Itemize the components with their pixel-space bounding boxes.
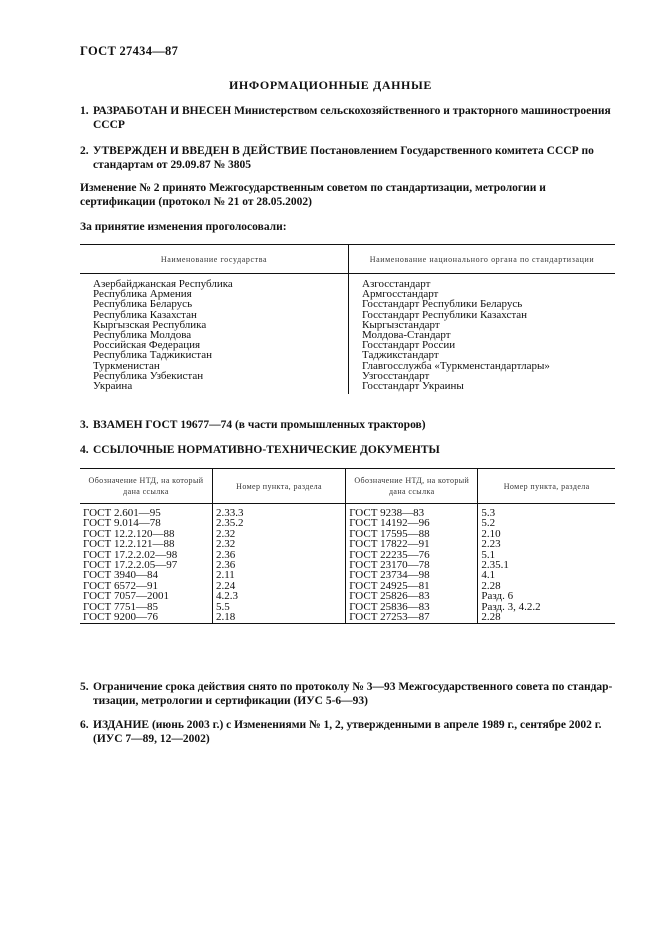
item-6-number: 6.: [80, 719, 89, 731]
ref-doc-cell: ГОСТ 25836—83: [346, 602, 478, 612]
ref-clause-cell: 4.1: [478, 570, 615, 580]
item-2: [80, 144, 615, 172]
document-id: ГОСТ 27434—87: [80, 44, 179, 58]
state-name-cell: Республика Таджикистан: [80, 350, 349, 360]
ref-doc-cell: ГОСТ 7751—85: [83, 600, 158, 613]
ref-doc-cell: ГОСТ 17.2.2.02—98: [83, 548, 178, 561]
ref-doc-cell: ГОСТ 17822—91: [346, 539, 478, 549]
item-1-number: 1.: [80, 105, 89, 117]
item-1-text: РАЗРАБОТАН И ВНЕСЕН Министерством сельскохозяйственного и тракторного машиностроения СССР: [93, 105, 611, 131]
ref-clause-cell: 2.18: [212, 612, 345, 624]
ref-clause-cell: 5.1: [478, 550, 615, 560]
state-name-cell: Республика Армения: [80, 289, 349, 299]
ref-doc-cell: ГОСТ 6572—91: [83, 579, 158, 592]
table-row: [80, 371, 615, 381]
item-6: [80, 718, 615, 746]
states-header-state: Наименование государства: [80, 245, 349, 274]
states-header-body: Наименование национального органа по стандартизации: [349, 245, 616, 274]
ref-clause-cell: 2.33.3: [212, 504, 345, 519]
table-row: [80, 381, 615, 394]
standards-body-cell: Кыргызстандарт: [362, 318, 440, 331]
ref-clause-cell: Разд. 3, 4.2.2: [478, 602, 615, 612]
refs-header-doc-left: Обозначение НТД, на который дана ссылка: [80, 469, 212, 504]
ref-clause-cell: 2.35.1: [478, 560, 615, 570]
ref-clause-cell: 2.11: [212, 570, 345, 580]
standards-body-cell: Армгосстандарт: [362, 288, 439, 301]
item-3-number: 3.: [80, 419, 89, 431]
state-name-cell: Российская Федерация: [80, 340, 349, 350]
ref-clause-cell: 5.3: [478, 504, 615, 519]
ref-doc-cell: ГОСТ 23734—98: [346, 570, 478, 580]
state-name-cell: Республика Казахстан: [80, 310, 349, 320]
ref-doc-cell: ГОСТ 23170—78: [346, 560, 478, 570]
table-row: [80, 274, 615, 290]
ref-clause-cell: 2.28: [478, 581, 615, 591]
ref-doc-cell: ГОСТ 9200—76: [80, 612, 212, 624]
ref-doc-cell: ГОСТ 27253—87: [346, 612, 478, 624]
state-name-cell: Туркменистан: [80, 361, 349, 371]
state-name-cell: Кыргызская Республика: [80, 320, 349, 330]
standards-body-cell: Азгосстандарт: [362, 278, 431, 290]
refs-header-clause-right: Номер пункта, раздела: [478, 469, 615, 504]
table-row: [80, 602, 615, 612]
ref-doc-cell: ГОСТ 17595—88: [346, 529, 478, 539]
item-2-number: 2.: [80, 145, 89, 157]
voted-text: За принятие изменения проголосовали:: [80, 221, 287, 233]
item-6-text: ИЗДАНИЕ (июнь 2003 г.) с Изменениями № 1, 2, утвержденными в апреле 1989 г., сентябре 2002 г. (ИУС 7—89, 12—2002): [93, 719, 602, 745]
item-3: [80, 418, 615, 432]
page-title: ИНФОРМАЦИОННЫЕ ДАННЫЕ: [229, 78, 432, 92]
ref-clause-cell: 2.36: [212, 560, 345, 570]
ref-clause-cell: 2.35.2: [212, 518, 345, 528]
state-name-cell: Азербайджанская Республика: [80, 274, 349, 290]
ref-clause-cell: Разд. 6: [478, 591, 615, 601]
refs-header-doc-right: Обозначение НТД, на который дана ссылка: [346, 469, 478, 504]
table-row: [80, 560, 615, 570]
item-3-text: ВЗАМЕН ГОСТ 19677—74 (в части промышленных тракторов): [93, 419, 426, 431]
ref-clause-cell: 5.5: [212, 602, 345, 612]
ref-clause-cell: 2.32: [212, 529, 345, 539]
standards-body-cell: Госстандарт Республики Беларусь: [362, 298, 523, 311]
ref-clause-cell: 2.28: [478, 612, 615, 624]
item-4: [80, 443, 615, 457]
table-row: [80, 570, 615, 580]
ref-doc-cell: ГОСТ 14192—96: [346, 518, 478, 528]
ref-doc-cell: ГОСТ 3940—84: [83, 569, 158, 582]
standards-body-cell: Госстандарт Украины: [362, 380, 464, 393]
voted-note: [80, 220, 615, 234]
state-name-cell: Украина: [80, 381, 349, 394]
ref-doc-cell: ГОСТ 7057—2001: [83, 590, 169, 603]
state-name-cell: Республика Узбекистан: [80, 371, 349, 381]
ref-clause-cell: 5.2: [478, 518, 615, 528]
ref-clause-cell: 2.36: [212, 550, 345, 560]
references-table: [80, 468, 615, 624]
ref-doc-cell: ГОСТ 22235—76: [346, 550, 478, 560]
ref-clause-cell: 2.24: [212, 581, 345, 591]
item-5: [80, 680, 615, 708]
amendment-note: [80, 181, 615, 209]
item-4-text: ССЫЛОЧНЫЕ НОРМАТИВНО-ТЕХНИЧЕСКИЕ ДОКУМЕНТЫ: [93, 444, 440, 456]
states-table-header: [80, 245, 615, 274]
ref-doc-cell: ГОСТ 2.601—95: [83, 507, 161, 519]
standards-body-cell: Госстандарт России: [362, 339, 456, 352]
refs-header-clause-left: Номер пункта, раздела: [212, 469, 345, 504]
references-table-body: [80, 504, 615, 624]
ref-clause-cell: 2.23: [478, 539, 615, 549]
standards-body-cell: Таджикстандарт: [362, 349, 439, 362]
amendment-text: Изменение № 2 принято Межгосударственным советом по стандартизации, метрологии и сертификации (протокол № 21 от 28.05.2002): [80, 182, 546, 208]
standards-body-cell: Узгосстандарт: [362, 369, 430, 382]
ref-clause-cell: 2.32: [212, 539, 345, 549]
standards-body-cell: Госстандарт Республики Казахстан: [362, 308, 528, 321]
ref-doc-cell: ГОСТ 12.2.121—88: [83, 538, 175, 551]
state-name-cell: Республика Беларусь: [80, 299, 349, 309]
ref-clause-cell: 2.10: [478, 529, 615, 539]
item-1: [80, 104, 615, 132]
table-row: [80, 504, 615, 519]
item-5-number: 5.: [80, 681, 89, 693]
ref-clause-cell: 4.2.3: [212, 591, 345, 601]
item-2-text: УТВЕРЖДЕН И ВВЕДЕН В ДЕЙСТВИЕ Постановлением Государственного комитета СССР по стандартам от 29.09.87 № 3805: [93, 145, 594, 171]
ref-doc-cell: ГОСТ 9238—83: [346, 504, 478, 519]
ref-doc-cell: ГОСТ 17.2.2.05—97: [83, 559, 178, 572]
ref-doc-cell: ГОСТ 25826—83: [346, 591, 478, 601]
standards-body-cell: Молдова-Стандарт: [362, 329, 451, 342]
states-table: [80, 244, 615, 394]
standards-body-cell: Главгосслужба «Туркменстандартлары»: [362, 359, 550, 372]
ref-doc-cell: ГОСТ 24925—81: [346, 581, 478, 591]
references-table-header: [80, 469, 615, 504]
table-row: [80, 612, 615, 624]
states-table-body: [80, 274, 615, 395]
ref-doc-cell: ГОСТ 12.2.120—88: [83, 527, 175, 540]
item-5-text: Ограничение срока действия снято по протоколу № 3—93 Межгосударственного совета по стандартизации, метрологии и сертификации (ИУС 5-6—93): [93, 681, 613, 707]
item-4-number: 4.: [80, 444, 89, 456]
state-name-cell: Республика Молдова: [80, 330, 349, 340]
ref-doc-cell: ГОСТ 9.014—78: [83, 517, 161, 530]
